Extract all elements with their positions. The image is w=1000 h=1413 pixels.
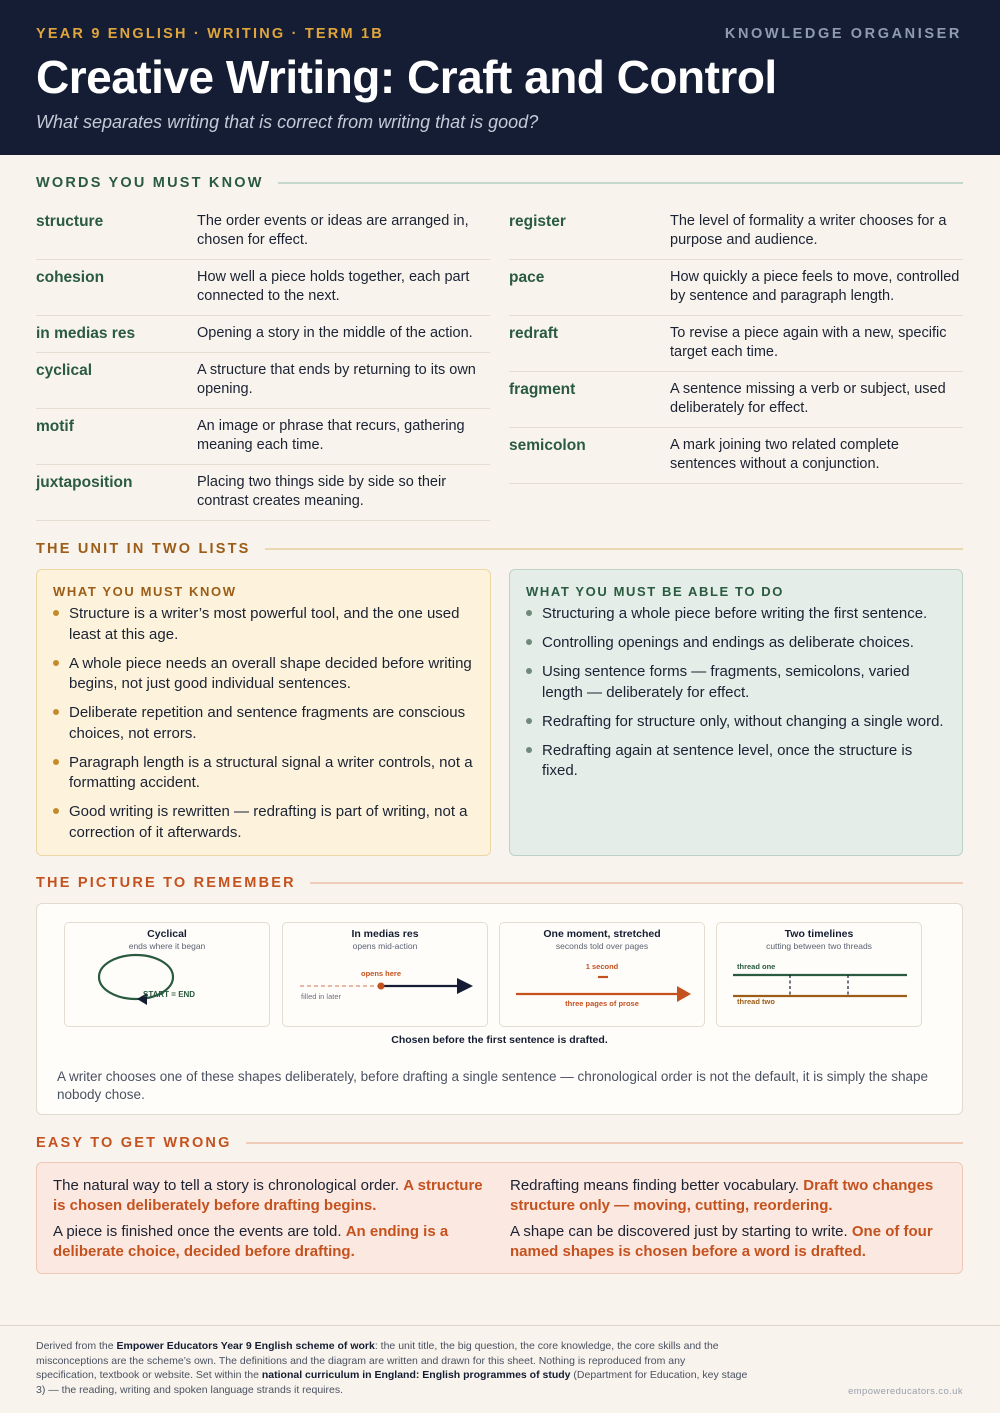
vocab-row <box>36 465 490 521</box>
vocab-row <box>36 204 490 260</box>
must-do-heading: WHAT YOU MUST BE ABLE TO DO <box>526 584 784 599</box>
course-kicker: YEAR 9 ENGLISH · WRITING · TERM 1B <box>36 26 384 42</box>
vocab-term: motif <box>36 418 74 435</box>
header-banner <box>0 0 1000 155</box>
misconception-item <box>510 1176 946 1215</box>
list-item: Deliberate repetition and sentence fragments are conscious choices, not errors. <box>53 703 474 744</box>
vocab-definition: The order events or ideas are arranged in, chosen for effect. <box>197 213 469 248</box>
vocab-term: redraft <box>509 325 559 342</box>
diagram-note: A writer chooses one of these shapes deliberately, before drafting a single sentence — chronological order is not the default, it is simply the shape nobody chose. <box>57 1069 929 1102</box>
misconception-item <box>510 1222 946 1261</box>
wrong-heading-label: EASY TO GET WRONG <box>36 1135 232 1151</box>
vocab-row <box>36 353 490 409</box>
vocab-term: fragment <box>509 381 576 398</box>
vocab-column-left <box>36 204 490 521</box>
opens-here-label: opens here <box>361 969 402 978</box>
opening-point <box>378 983 385 990</box>
source-text: Derived from the <box>36 1340 117 1352</box>
start-end-label: START = END <box>143 990 196 999</box>
website-link[interactable]: empowereducators.co.uk <box>848 1386 963 1397</box>
stretched-moment-drawing <box>500 923 706 1028</box>
list-item: Good writing is rewritten — redrafting is part of writing, not a correction of it afterwards. <box>53 802 474 843</box>
cyclical-drawing <box>65 923 271 1028</box>
correction-text: An ending is a deliberate choice, decided before drafting. <box>53 1223 449 1260</box>
vocab-term: cohesion <box>36 269 105 286</box>
vocab-definition: A sentence missing a verb or subject, used deliberately for effect. <box>670 381 946 416</box>
vocab-definition: Placing two things side by side so their contrast creates meaning. <box>197 474 447 509</box>
vocab-definition: An image or phrase that recurs, gathering meaning each time. <box>197 418 465 453</box>
vocab-term: semicolon <box>509 437 586 454</box>
panel-title: In medias res <box>351 928 419 940</box>
cyclical-panel <box>64 922 270 1027</box>
vocab-definition: How well a piece holds together, each part connected to the next. <box>197 269 470 304</box>
picture-heading-rule <box>310 882 963 884</box>
list-item: Structuring a whole piece before writing the first sentence. <box>526 604 946 625</box>
organiser-label: KNOWLEDGE ORGANISER <box>724 26 962 42</box>
big-question: What separates writing that is correct from writing that is good? <box>36 112 539 132</box>
vocab-row <box>509 372 963 428</box>
scheme-name: Empower Educators Year 9 English scheme of work <box>116 1340 375 1352</box>
misconception-item <box>53 1222 489 1261</box>
vocab-term: juxtaposition <box>36 474 133 491</box>
misconceptions-box <box>36 1162 963 1274</box>
must-do-box <box>509 569 963 856</box>
thread-one-label: thread one <box>737 962 776 971</box>
page-title: Creative Writing: Craft and Control <box>36 51 777 103</box>
source-text: (Department for Education, key stage 3) — the reading, writing and spoken language strands it requires. <box>36 1369 748 1396</box>
must-know-heading: WHAT YOU MUST KNOW <box>53 584 237 599</box>
misconception-text: Redrafting means finding better vocabulary. <box>510 1177 800 1194</box>
vocab-column-right <box>509 204 963 484</box>
source-text: : the unit title, the big question, the core knowledge, the core skills and the misconceptions are the scheme’s own. The definitions and the diagram are written and drawn for this sheet. Nothing is reproduced from any specification, textbook or website. Set within the <box>36 1340 719 1381</box>
panel-subtitle: opens mid-action <box>352 941 418 951</box>
in-medias-res-panel <box>282 922 488 1027</box>
footer-divider <box>0 1325 1000 1326</box>
list-item: Using sentence forms — fragments, semicolons, varied length — deliberately for effect. <box>526 662 946 703</box>
one-second-label: 1 second <box>585 962 619 971</box>
curriculum-name: national curriculum in England: English programmes of study <box>261 1369 571 1381</box>
list-item: Redrafting again at sentence level, once the structure is fixed. <box>526 741 946 782</box>
misconception-text: A shape can be discovered just by starting to write. <box>510 1223 848 1240</box>
vocab-row <box>509 260 963 316</box>
panel-subtitle: ends where it began <box>128 941 206 951</box>
misconception-item <box>53 1176 489 1215</box>
correction-text: Draft two changes structure only — moving, cutting, reordering. <box>510 1177 934 1214</box>
list-item: Controlling openings and endings as deliberate choices. <box>526 633 946 654</box>
two-timelines-panel <box>716 922 922 1027</box>
vocab-term: structure <box>36 213 104 230</box>
stretched-moment-panel <box>499 922 705 1027</box>
vocab-definition: A structure that ends by returning to its own opening. <box>197 362 476 397</box>
vocab-heading-label: WORDS YOU MUST KNOW <box>36 175 264 191</box>
vocab-term: register <box>509 213 566 230</box>
wrong-heading-rule <box>246 1142 963 1144</box>
vocab-row <box>36 316 490 353</box>
story-arrowhead <box>457 978 473 994</box>
panel-subtitle: seconds told over pages <box>555 941 649 951</box>
vocab-definition: A mark joining two related complete sentences without a conjunction. <box>670 437 899 472</box>
source-note <box>36 1339 748 1397</box>
vocab-definition: The level of formality a writer chooses for a purpose and audience. <box>670 213 947 248</box>
lists-section-heading <box>36 541 963 557</box>
list-item: A whole piece needs an overall shape decided before writing begins, not just good individual sentences. <box>53 654 474 695</box>
vocab-term: cyclical <box>36 362 93 379</box>
list-item: Paragraph length is a structural signal a writer controls, not a formatting accident. <box>53 753 474 794</box>
vocab-row <box>509 204 963 260</box>
misconception-text: A piece is finished once the events are told. <box>53 1223 342 1240</box>
filled-later-label: filled in later <box>301 992 342 1001</box>
three-pages-label: three pages of prose <box>565 999 639 1008</box>
must-know-box <box>36 569 491 856</box>
vocab-row <box>36 409 490 465</box>
correction-text: A structure is chosen deliberately before drafting begins. <box>53 1177 483 1214</box>
wrong-section-heading <box>36 1135 963 1151</box>
vocab-heading-rule <box>278 182 963 184</box>
structure-diagram <box>36 903 963 1115</box>
diagram-caption: Chosen before the first sentence is drafted. <box>391 1034 608 1046</box>
vocab-row <box>509 316 963 372</box>
list-item: Redrafting for structure only, without changing a single word. <box>526 712 946 733</box>
panel-title: One moment, stretched <box>543 928 661 940</box>
thread-two-label: thread two <box>737 997 775 1006</box>
picture-heading-label: THE PICTURE TO REMEMBER <box>36 875 296 891</box>
lists-heading-label: THE UNIT IN TWO LISTS <box>36 541 251 557</box>
panel-title: Two timelines <box>784 928 854 940</box>
vocab-term: in medias res <box>36 325 136 342</box>
vocab-term: pace <box>509 269 545 286</box>
two-timelines-drawing <box>717 923 923 1028</box>
vocab-definition: How quickly a piece feels to move, controlled by sentence and paragraph length. <box>670 269 960 304</box>
lists-heading-rule <box>265 548 963 550</box>
must-know-list <box>53 604 474 843</box>
list-item: Structure is a writer’s most powerful tool, and the one used least at this age. <box>53 604 474 645</box>
vocab-section-heading <box>36 175 963 191</box>
vocab-definition: To revise a piece again with a new, specific target each time. <box>670 325 947 360</box>
misconception-text: The natural way to tell a story is chronological order. <box>53 1177 400 1194</box>
vocab-row <box>36 260 490 316</box>
must-do-list <box>526 604 946 782</box>
correction-text: One of four named shapes is chosen before a word is drafted. <box>510 1223 933 1260</box>
vocab-row <box>509 428 963 484</box>
panel-title: Cyclical <box>147 928 187 940</box>
picture-section-heading <box>36 875 963 891</box>
panel-subtitle: cutting between two threads <box>766 941 872 951</box>
vocab-definition: Opening a story in the middle of the action. <box>197 325 473 341</box>
